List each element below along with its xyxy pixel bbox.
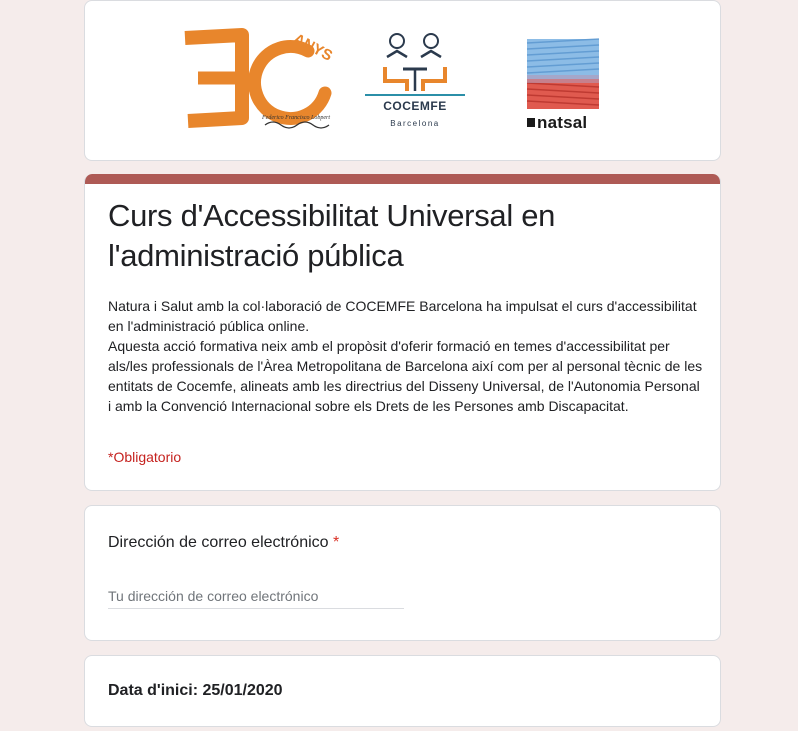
start-date-label: Data d'inici: 25/01/2020 [108,682,283,699]
cocemfe-logo-subtext: Barcelona [390,119,440,128]
email-question-card [84,505,721,641]
form-title-card [84,174,721,491]
form-description-paragraph: Natura i Salut amb la col·laboració de COCEMFE Barcelona ha impulsat el curs d'accessibilitat en l'administració pública online. [108,298,697,334]
cocemfe-logo [365,29,465,134]
30-anys-signature: Federico Francisco Lobpert [262,115,330,121]
start-date-card [84,655,721,727]
form-accent-bar [84,174,721,184]
email-input[interactable] [108,584,404,609]
natsal-logo [519,35,609,135]
form-description [108,296,703,416]
form-description-paragraph: Aquesta acció formativa neix amb el propòsit d'oferir formació en temes d'accessibilitat per als/les professionals de l'Àrea Metropolitana de Barcelona així com per al personal tècnic de les entitats de Cocemfe, alineats amb les directrius del Disseny Universal, de l'Autonomia Personal i amb la Convenció Internacional sobre els Drets de les Persones amb Discapacitat. [108,338,703,414]
natsal-logo-mark [527,118,535,127]
required-asterisk: * [333,534,340,551]
30-anys-logo [180,23,355,138]
required-note: *Obligatorio [108,449,182,465]
email-question-text: Dirección de correo electrónico [108,534,329,551]
email-question-label [108,534,339,552]
30-anys-badge-text: ANYS [290,30,336,65]
cocemfe-logo-text: COCEMFE [383,99,447,113]
form-title: Curs d'Accessibilitat Universal en l'administració pública [108,198,556,273]
header-banner [84,0,721,161]
natsal-logo-text: natsal [537,113,588,132]
